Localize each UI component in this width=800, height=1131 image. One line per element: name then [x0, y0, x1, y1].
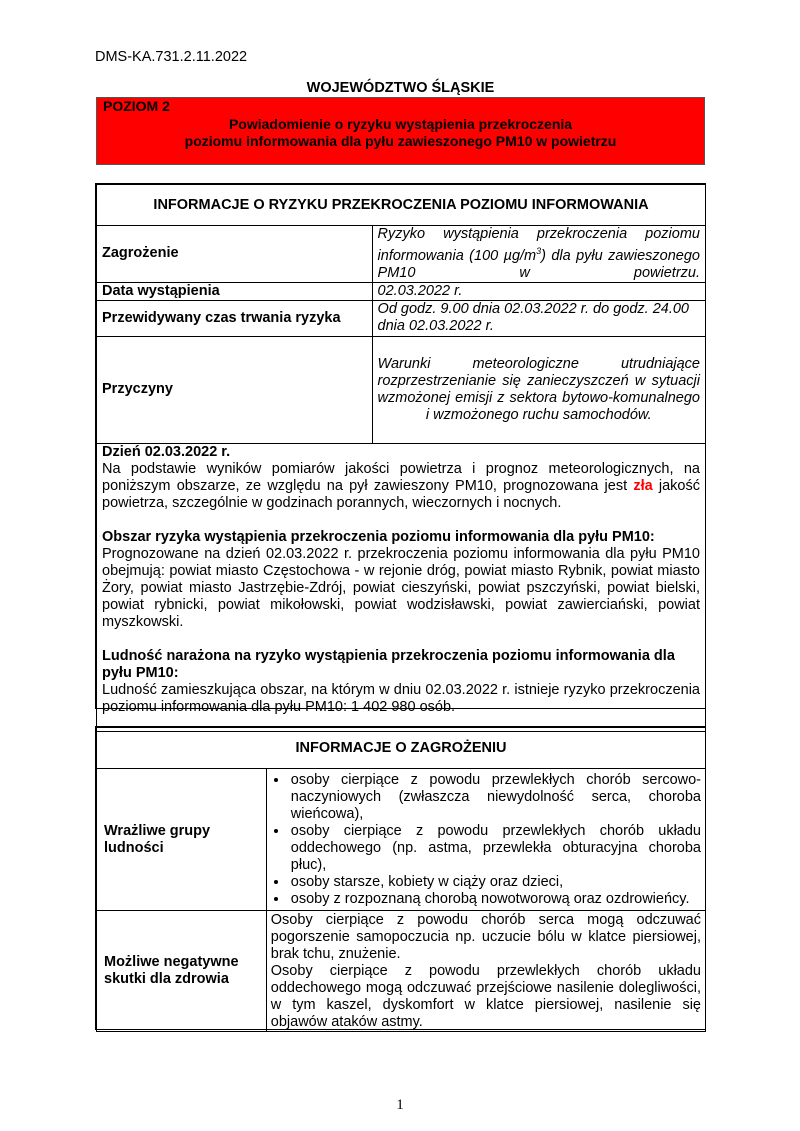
population-text: Ludność zamieszkująca obszar, na którym w dniu 02.03.2022 r. istnieje ryzyko przekroczenia poziomu informowania dla pyłu PM10: 1 402 980 osób.	[102, 681, 700, 715]
document-reference: DMS-KA.731.2.11.2022	[95, 49, 248, 65]
row-value-date: 02.03.2022 r.	[372, 282, 705, 300]
alert-title	[97, 116, 704, 150]
threat-info-header: INFORMACJE O ZAGROŻENIU	[97, 728, 706, 769]
row-value-duration: Od godz. 9.00 dnia 02.03.2022 r. do godz. 24.00 dnia 02.03.2022 r.	[372, 300, 705, 336]
health-effects-label: Możliwe negatywne skutki dla zdrowia	[97, 911, 267, 1032]
population-title: Ludność narażona na ryzyko wystąpienia przekroczenia poziomu informowania dla pyłu PM10:	[102, 647, 675, 681]
alert-title-line-1: Powiadomienie o ryzyku wystąpienia przekroczenia	[228, 116, 573, 132]
risk-info-header: INFORMACJE O RYZYKU PRZEKROCZENIA POZIOMU INFORMOWANIA	[97, 185, 706, 226]
area-text: Prognozowane na dzień 02.03.2022 r. przekroczenia poziomu informowania dla pyłu PM10 obejmują: powiat miasto Częstochowa - w rejonie dróg, powiat miasto Rybnik, powiat miasto Żory, powiat miasto Jastrzębie-Zdrój, powiat cieszyński, powiat pszczyński, powiat bielski, powiat rybnicki, powiat mikołowski, powiat wodzisławski, powiat zawierciański, powiat myszkowski.	[102, 545, 700, 630]
vulnerable-groups-list-cell	[266, 769, 705, 911]
row-label-duration: Przewidywany czas trwania ryzyka	[97, 300, 373, 336]
list-item: • osoby cierpiące z powodu przewlekłych chorób sercowo-naczyniowych (zwłaszcza niewydolność serca, choroba wieńcowa),	[289, 772, 701, 823]
quality-highlight: zła	[633, 477, 653, 494]
threat-info-table	[96, 727, 706, 1032]
list-item: • osoby z rozpoznaną chorobą nowotworową oraz ozdrowieńcy.	[289, 891, 701, 908]
list-item: • osoby starsze, kobiety w ciąży oraz dzieci,	[289, 874, 701, 891]
alert-title-line-2: poziomu informowania dla pyłu zawieszonego PM10 w powietrzu	[184, 133, 617, 149]
page-number: 1	[396, 1097, 404, 1113]
alert-level: POZIOM 2	[103, 98, 170, 114]
row-label-date: Data wystąpienia	[97, 282, 373, 300]
health-effects-cell	[266, 911, 705, 1032]
forecast-details-cell	[97, 443, 706, 731]
health-effects-text-2: Osoby cierpiące z powodu przewlekłych chorób układu oddechowego mogą odczuwać przejściowe nasilenie dolegliwości, w tym kaszel, dyskomfort w klatce piersiowej, nasilenie się objawów ataków astmy.	[270, 962, 701, 1030]
row-value-causes: Warunki meteorologiczne utrudniające rozprzestrzenianie się zanieczyszczeń w sytuacji wzmożonej emisji z sektora bytowo-komunalnego i wzmożonego ruchu samochodów.	[372, 336, 705, 443]
row-value-threat: Ryzyko wystąpienia przekroczenia poziomu informowania (100 $\mu g/m^3$) dla pyłu zawieszonego PM10 w powietrzu.	[372, 226, 705, 283]
health-effects-text-1: Osoby cierpiące z powodu chorób serca mogą odczuwać pogorszenie samopoczucia np. uczucie bólu w klatce piersiowej, brak tchu, znużenie.	[270, 911, 701, 962]
day-text: Na podstawie wyników pomiarów jakości powietrza i prognoz meteorologicznych, na poniższym obszarze, ze względu na pył zawieszony PM10, prognozowana jest zła jakość powietrza, szczególnie w godzinach porannych, wieczornych i nocnych.	[102, 460, 700, 511]
vulnerable-groups-list	[271, 772, 701, 908]
alert-banner	[96, 97, 705, 165]
risk-info-table	[96, 184, 706, 732]
row-label-causes: Przyczyny	[97, 336, 373, 443]
vulnerable-groups-label: Wrażliwe grupy ludności	[97, 769, 267, 911]
list-item: • osoby cierpiące z powodu przewlekłych chorób układu oddechowego (np. astma, przewlekła obturacyjna choroba płuc),	[289, 823, 701, 874]
voivodeship-heading: WOJEWÓDZTWO ŚLĄSKIE	[306, 80, 495, 96]
area-title: Obszar ryzyka wystąpienia przekroczenia poziomu informowania dla pyłu PM10:	[102, 528, 655, 545]
row-label-threat: Zagrożenie	[97, 226, 373, 283]
day-title: Dzień 02.03.2022 r.	[102, 443, 231, 460]
